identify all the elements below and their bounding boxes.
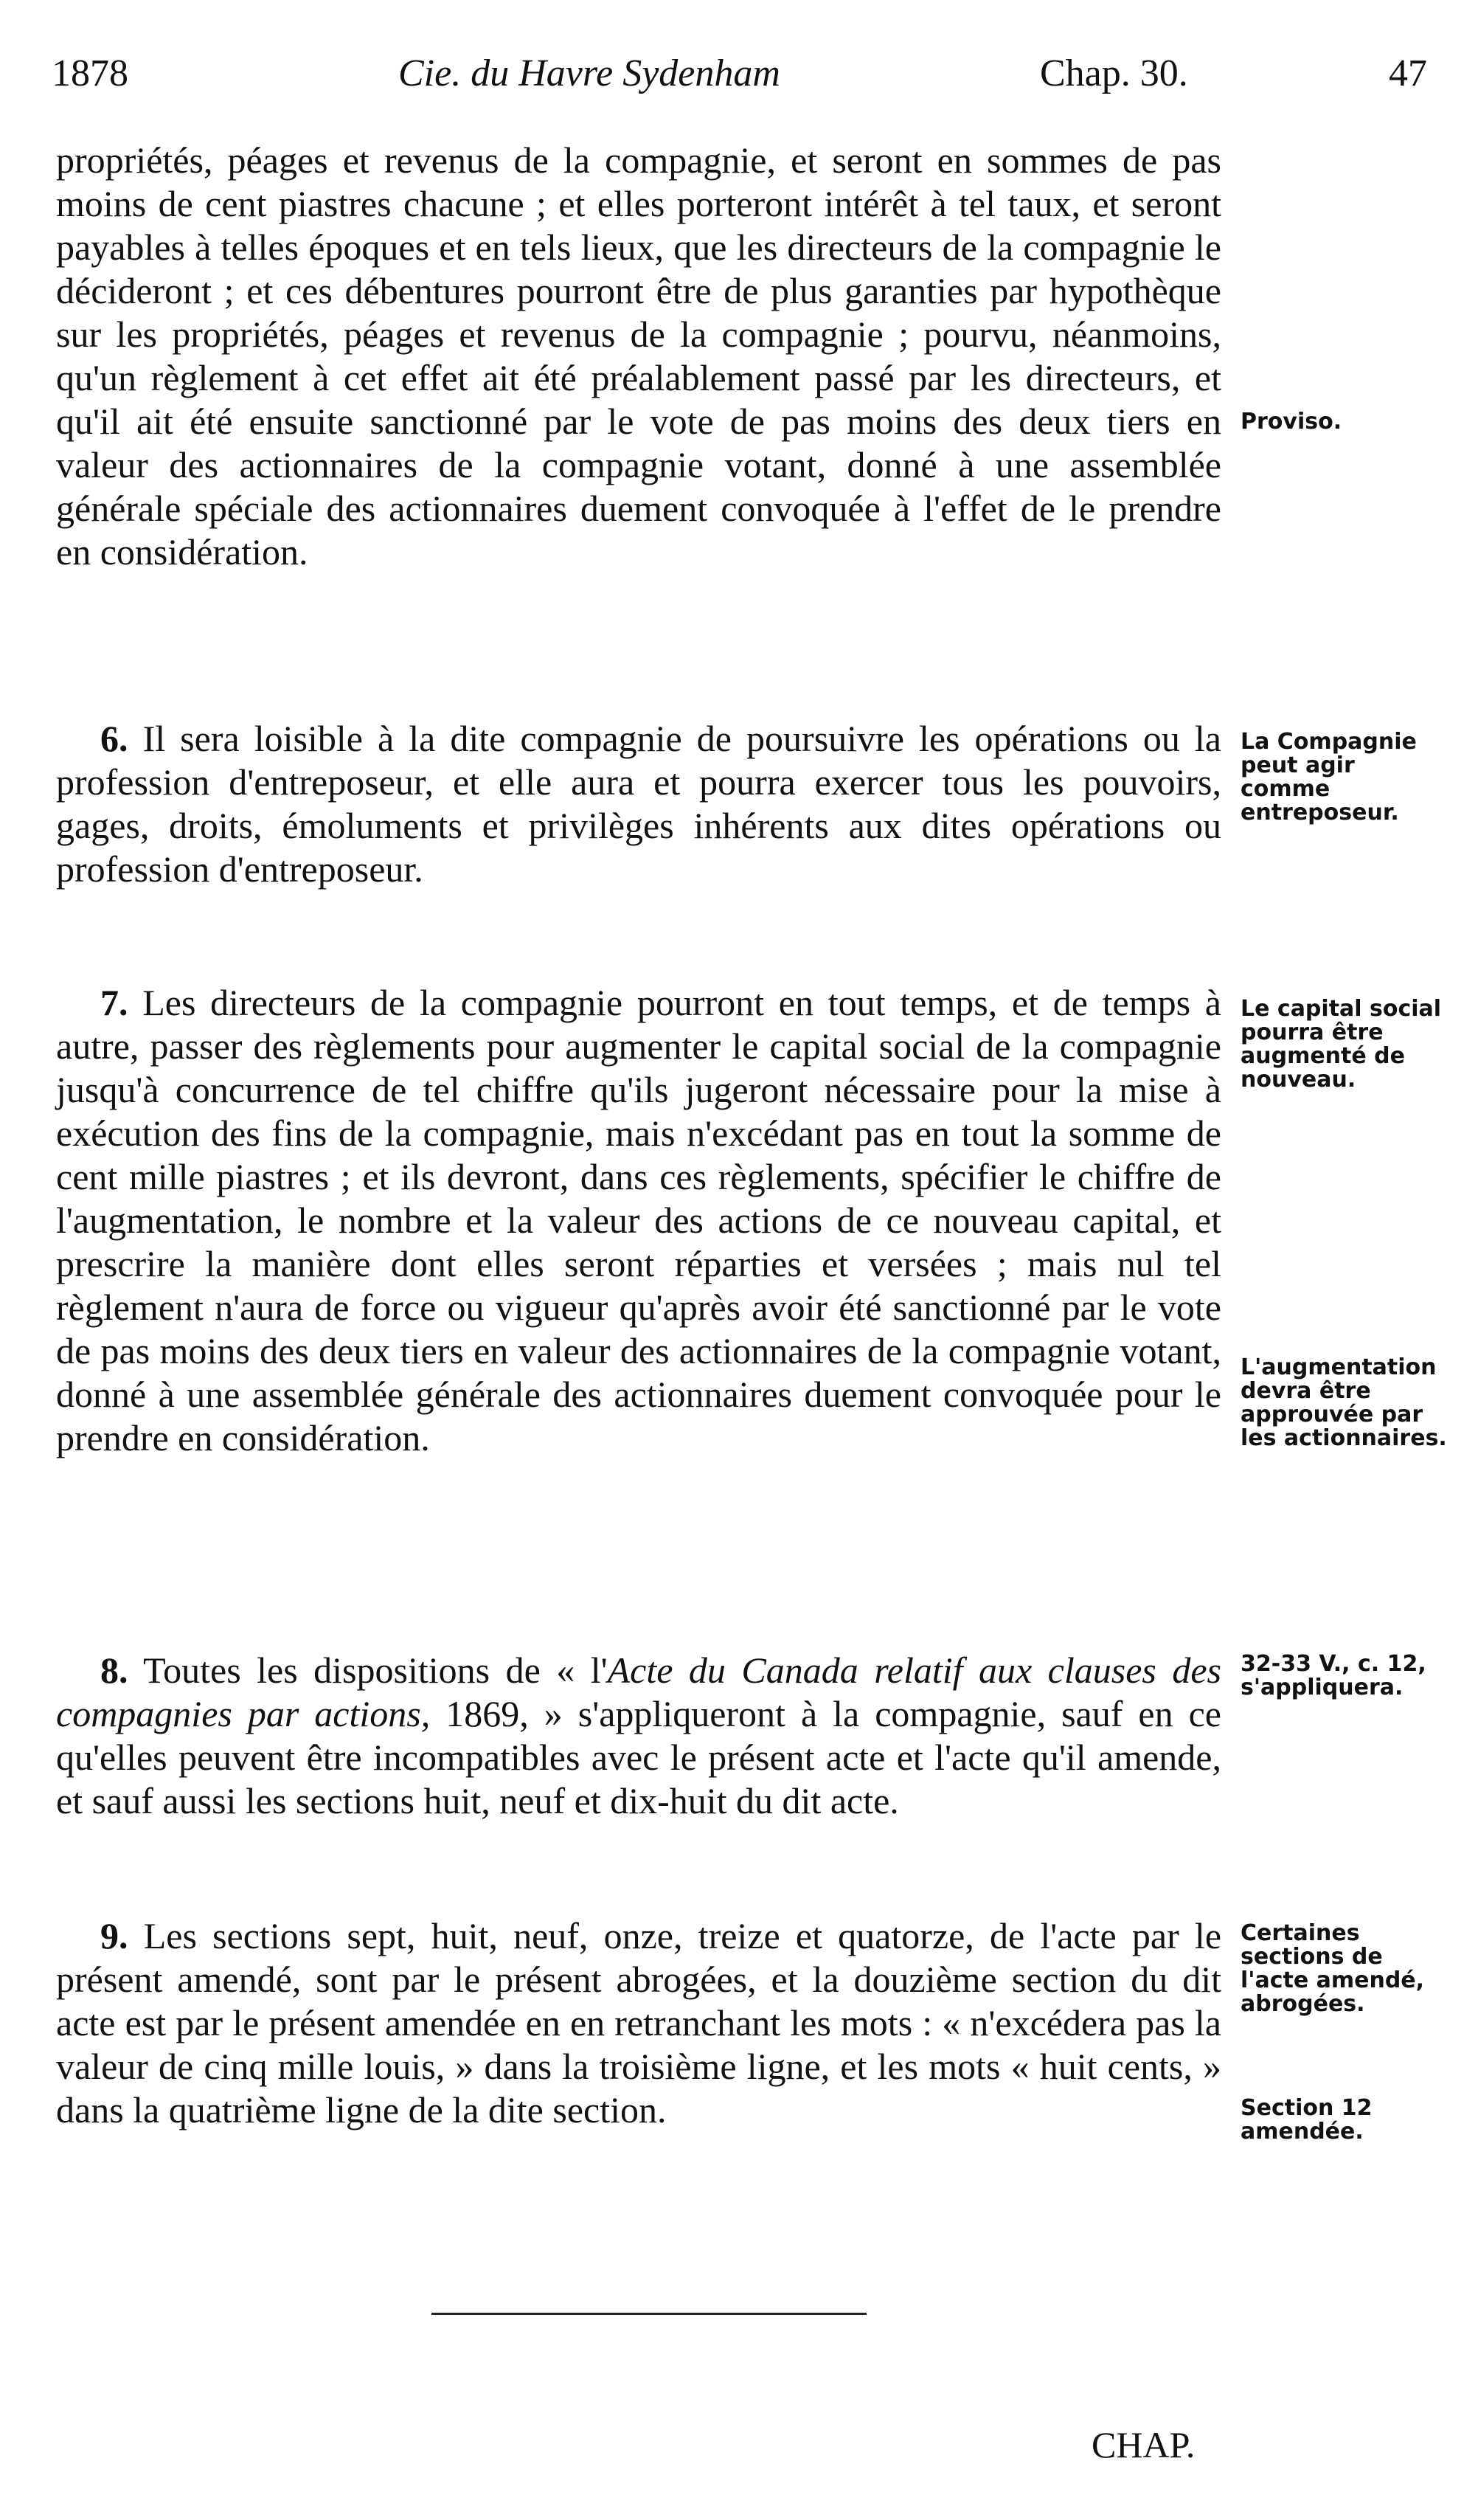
section-number: 8. — [100, 1650, 128, 1691]
running-header — [52, 52, 1427, 103]
section-text-before: Toutes les dispositions de « l' — [143, 1650, 608, 1691]
section-9 — [56, 1914, 1221, 2132]
section-7 — [56, 981, 1221, 1460]
section-text: Les directeurs de la compagnie pourront en tout temps, et de temps à autre, passer des règlements pour augmenter le capital social de la compagnie jusqu'à concurrence de tel chiffre qu'ils jugeront nécessaire pour la mise à exécution des fins de la compagnie, mais n'excédant pas en tout la somme de cent mille piastres ; et ils devront, dans ces règlements, spécifier le chiffre de l'augmentation, le nombre et la valeur des actions de ce nouveau capital, et prescrire la manière dont elles seront réparties et versées ; mais nul tel règlement n'aura de force ou vigueur qu'après avoir été sanctionné par le vote de pas moins des deux tiers en valeur des actionnaires de la compagnie votant, donné à une assemblée générale des actionnaires duement convoquée pour le prendre en considération. — [56, 982, 1221, 1458]
paragraph-continuation — [56, 139, 1221, 574]
margin-note-certaines: Certaines sections de l'acte amendé, abrogées. — [1241, 1920, 1425, 2017]
margin-note-acte: 32-33 V., c. 12, s'appliquera. — [1241, 1651, 1426, 1700]
paragraph-text: propriétés, péages et revenus de la compagnie, et seront en sommes de pas moins de cent piastres chacune ; et elles porteront intérêt à tel taux, et seront payables à telles époques et en tels lieux, que les directeurs de la compagnie le décideront ; et ces débentures pourront être de plus garanties par hypothèque sur les propriétés, péages et revenus de la compagnie ; pourvu, néanmoins, qu'un règlement à cet effet ait été préalablement passé par les directeurs, et qu'il ait été ensuite sanctionné par le vote de pas moins des deux tiers en valeur des actionnaires de la compagnie votant, donné à une assemblée générale spéciale des actionnaires duement convoquée à l'effet de le prendre en considération. — [56, 139, 1221, 572]
horizontal-rule — [431, 2313, 867, 2315]
catchword: CHAP. — [1092, 2424, 1196, 2465]
margin-note-proviso: Proviso. — [1241, 409, 1342, 435]
header-title: Cie. du Havre Sydenham — [398, 52, 780, 94]
margin-note-augmentation: L'augmentation devra être approuvée par les actionnaires. — [1241, 1354, 1447, 1451]
section-6 — [56, 717, 1221, 891]
page-number: 47 — [1389, 52, 1427, 94]
section-number: 9. — [100, 1915, 128, 1956]
section-text: Les sections sept, huit, neuf, onze, treize et quatorze, de l'acte par le présent amendé, sont par le présent abrogées, et la douzième section du dit acte est par le présent amendée en en retranchant les mots : « n'excédera pas la valeur de cinq mille louis, » dans la troisième ligne, et les mots « huit cents, » dans la quatrième ligne de la dite section. — [56, 1915, 1222, 2130]
header-year: 1878 — [52, 52, 128, 94]
act-title: Acte du Canada relatif aux clauses des compagnies par actions, — [56, 1650, 1221, 1734]
section-number: 6. — [100, 718, 128, 759]
header-chapter: Chap. 30. — [1040, 52, 1188, 94]
margin-note-entreposeur: La Compagnie peut agir comme entreposeur. — [1241, 729, 1417, 825]
section-8 — [56, 1649, 1221, 1823]
section-text: Il sera loisible à la dite compagnie de poursuivre les opérations ou la profession d'entreposeur, et elle aura et pourra exercer tous les pouvoirs, gages, droits, émoluments et privilèges inhérents aux dites opérations ou profession d'entreposeur. — [56, 718, 1221, 890]
margin-note-capital: Le capital social pourra être augmenté de nouveau. — [1241, 996, 1442, 1093]
section-number: 7. — [100, 982, 128, 1023]
section-text-after: 1869, » s'appliqueront à la compagnie, sauf en ce qu'elles peuvent être incompatibles avec le présent acte et l'acte qu'il amende, et sauf aussi les sections huit, neuf et dix-huit du dit acte. — [56, 1693, 1221, 1821]
margin-note-section12: Section 12 amendée. — [1241, 2095, 1373, 2145]
